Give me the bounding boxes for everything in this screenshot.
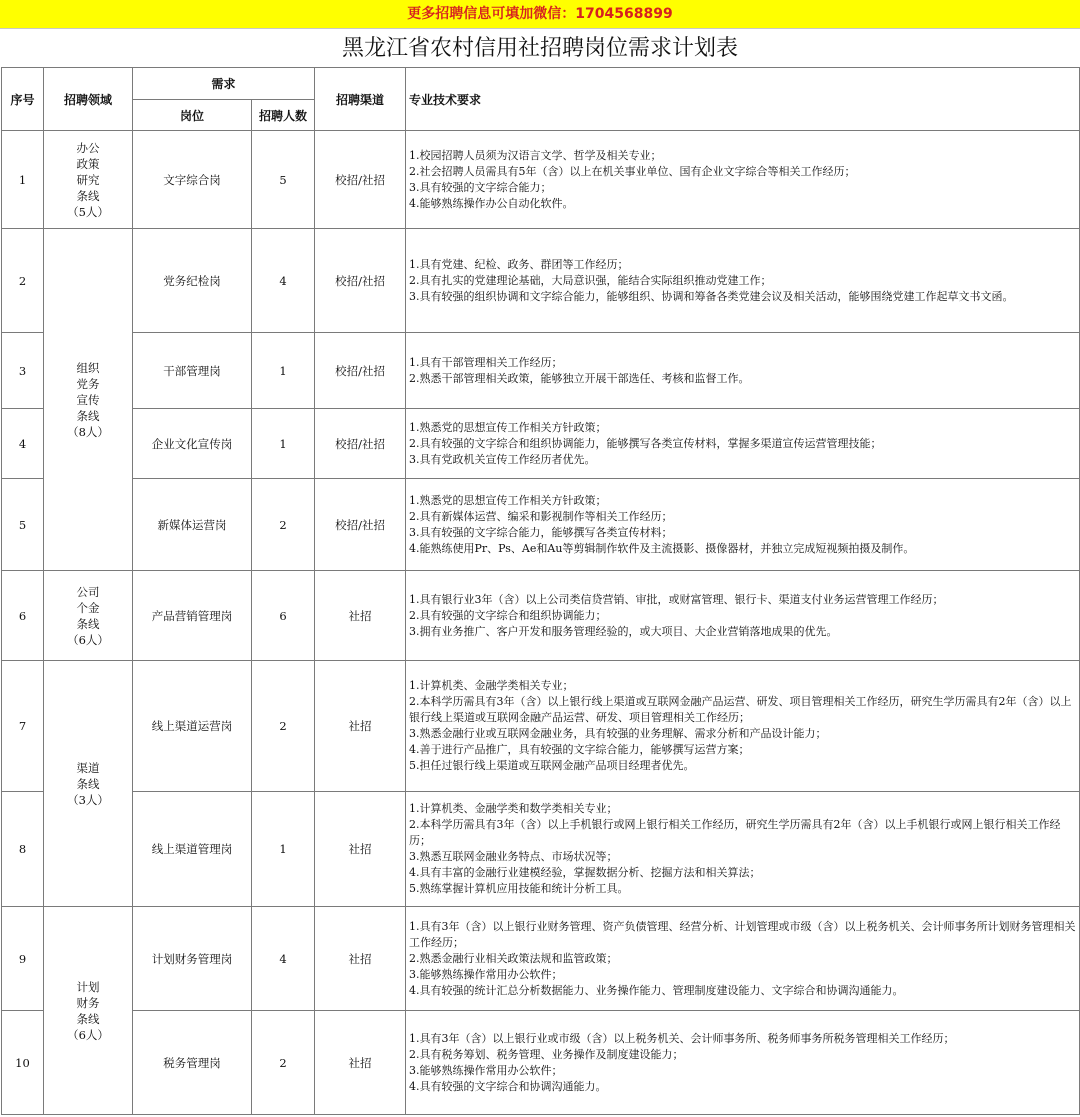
table-row — [2, 409, 1080, 479]
seq-cell: 4 — [2, 409, 44, 479]
area-line: 渠道 — [76, 760, 100, 775]
wechat-banner: 更多招聘信息可填加微信：17045688​99 — [0, 0, 1080, 29]
count-cell: 1 — [252, 409, 315, 479]
header-area: 招聘领域 — [44, 68, 133, 131]
requirement-line: 1.计算机类、金融学类相关专业； — [409, 679, 574, 692]
requirement-line: 2.具有扎实的党建理论基础，大局意识强，能结合实际组织推动党建工作； — [409, 273, 772, 287]
seq-cell: 6 — [2, 571, 44, 661]
channel-cell: 校招/社招 — [315, 409, 406, 479]
position-cell: 党务纪检岗 — [133, 229, 252, 333]
header-count: 招聘人数 — [252, 100, 315, 131]
requirement-line: 1.熟悉党的思想宣传工作相关方针政策； — [409, 420, 607, 434]
requirement-line: 1.计算机类、金融学类和数学类相关专业； — [409, 802, 618, 815]
requirement-line: 2.熟悉干部管理相关政策，能够独立开展干部选任、考核和监督工作。 — [409, 371, 750, 385]
requirement-line: 3.能够熟练操作常用办公软件； — [409, 1063, 563, 1077]
requirement-line: 2.具有较强的文字综合和组织协调能力； — [409, 608, 607, 622]
seq-cell: 3 — [2, 333, 44, 409]
count-cell: 4 — [252, 229, 315, 333]
channel-cell: 校招/社招 — [315, 479, 406, 571]
count-cell: 5 — [252, 131, 315, 229]
area-line: 公司 — [76, 584, 100, 599]
requirement-line: 2.本科学历需具有3年（含）以上手机银行或网上银行相关工作经历，研究生学历需具有2年（含）以上手机银行或网上银行相关工作经历； — [409, 818, 1061, 847]
requirements-cell — [406, 479, 1080, 571]
table-row — [2, 479, 1080, 571]
requirement-line: 2.具有较强的文字综合和组织协调能力，能够撰写各类宣传材料，掌握多渠道宣传运营管理技能； — [409, 436, 882, 450]
position-cell: 文字综合岗 — [133, 131, 252, 229]
area-line: 条线 — [76, 776, 100, 791]
requirement-line: 3.具有较强的文字综合能力； — [409, 180, 552, 194]
requirement-line: 1.具有党建、纪检、政务、群团等工作经历； — [409, 257, 629, 271]
channel-cell: 社招 — [315, 661, 406, 792]
requirement-line: 3.具有党政机关宣传工作经历者优先。 — [409, 452, 596, 466]
area-cell — [44, 571, 133, 661]
table-row — [2, 792, 1080, 907]
count-cell: 6 — [252, 571, 315, 661]
requirement-line: 2.熟悉金融行业相关政策法规和监管政策； — [409, 951, 618, 965]
table-row — [2, 131, 1080, 229]
channel-cell: 校招/社招 — [315, 333, 406, 409]
requirement-line: 3.拥有业务推广、客户开发和服务管理经验的，或大项目、大企业营销落地成果的优先。 — [409, 624, 838, 638]
header-seq: 序号 — [2, 68, 44, 131]
requirement-line: 5.担任过银行线上渠道或互联网金融产品项目经理者优先。 — [409, 759, 695, 772]
seq-cell: 8 — [2, 792, 44, 907]
area-line: 办公 — [76, 140, 100, 155]
requirement-line: 4.善于进行产品推广，具有较强的文字综合能力，能够撰写运营方案； — [409, 743, 750, 756]
count-cell: 4 — [252, 907, 315, 1011]
requirement-line: 3.熟悉金融行业或互联网金融业务，具有较强的业务理解、需求分析和产品设计能力； — [409, 727, 827, 740]
position-cell: 新媒体运营岗 — [133, 479, 252, 571]
requirement-line: 1.具有银行业3年（含）以上公司类信贷营销、审批，或财富管理、银行卡、渠道支付业务运营管理工作经历； — [409, 592, 944, 606]
table-row — [2, 229, 1080, 333]
area-line: （8人） — [67, 424, 109, 439]
requirement-line: 4.能熟练使用Pr、Ps、Ae和Au等剪辑制作软件及主流摄影、摄像器材，并独立完成短视频拍摄及制作。 — [409, 541, 915, 555]
area-line: 条线 — [76, 408, 100, 423]
area-line: 研究 — [76, 172, 100, 187]
requirement-line: 1.熟悉党的思想宣传工作相关方针政策； — [409, 493, 607, 507]
requirement-line: 5.熟练掌握计算机应用技能和统计分析工具。 — [409, 882, 629, 895]
header-channel: 招聘渠道 — [315, 68, 406, 131]
area-line: 个金 — [76, 600, 100, 615]
count-cell: 2 — [252, 479, 315, 571]
area-line: 政策 — [76, 156, 100, 171]
seq-cell: 1 — [2, 131, 44, 229]
requirements-cell — [406, 571, 1080, 661]
area-line: 宣传 — [76, 392, 100, 407]
requirements-cell — [406, 409, 1080, 479]
area-line: 计划 — [76, 979, 100, 994]
position-cell: 产品营销管理岗 — [133, 571, 252, 661]
requirements-cell — [406, 792, 1080, 907]
channel-cell: 社招 — [315, 792, 406, 907]
area-line: （3人） — [67, 792, 109, 807]
area-line: （6人） — [67, 1027, 109, 1042]
channel-cell: 校招/社招 — [315, 229, 406, 333]
table-row — [2, 661, 1080, 792]
requirements-cell — [406, 661, 1080, 792]
channel-cell: 社招 — [315, 571, 406, 661]
position-cell: 干部管理岗 — [133, 333, 252, 409]
page-title: 黑龙江省农村信用社招聘岗位需求计划表 — [341, 36, 738, 61]
requirement-line: 2.社会招聘人员需具有5年（含）以上在机关事业单位、国有企业文字综合等相关工作经历； — [409, 164, 856, 178]
position-cell: 线上渠道管理岗 — [133, 792, 252, 907]
channel-cell: 校招/社招 — [315, 131, 406, 229]
requirements-cell — [406, 1011, 1080, 1115]
requirement-line: 4.具有较强的统计汇总分析数据能力、业务操作能力、管理制度建设能力、文字综合和协调沟通能力。 — [409, 983, 904, 997]
position-cell: 计划财务管理岗 — [133, 907, 252, 1011]
area-line: 条线 — [76, 616, 100, 631]
channel-cell: 社招 — [315, 907, 406, 1011]
seq-cell: 5 — [2, 479, 44, 571]
seq-cell: 10 — [2, 1011, 44, 1115]
requirement-line: 2.本科学历需具有3年（含）以上银行线上渠道或互联网金融产品运营、研发、项目管理相关工作经历，研究生学历需具有2年（含）以上银行线上渠道或互联网金融产品运营、研发、项目管理相关工作经历； — [409, 695, 1072, 724]
recruitment-table — [1, 67, 1080, 1115]
requirement-line: 1.具有3年（含）以上银行业或市级（含）以上税务机关、会计师事务所、税务师事务所税务管理相关工作经历； — [409, 1031, 955, 1045]
area-line: （6人） — [67, 632, 109, 647]
area-line: （5人） — [67, 204, 109, 219]
area-cell — [44, 907, 133, 1115]
requirement-line: 3.具有较强的组织协调和文字综合能力，能够组织、协调和筹备各类党建会议及相关活动，能够围绕党建工作起草文书文函。 — [409, 289, 1014, 303]
table-row — [2, 1011, 1080, 1115]
requirement-line: 2.具有税务筹划、税务管理、业务操作及制度建设能力； — [409, 1047, 684, 1061]
table-row — [2, 907, 1080, 1011]
requirement-line: 2.具有新媒体运营、编采和影视制作等相关工作经历； — [409, 509, 673, 523]
requirement-line: 3.熟悉互联网金融业务特点、市场状况等； — [409, 850, 618, 863]
area-line: 财务 — [76, 995, 100, 1010]
seq-cell: 7 — [2, 661, 44, 792]
count-cell: 2 — [252, 1011, 315, 1115]
table-row — [2, 571, 1080, 661]
requirement-line: 4.具有较强的文字综合和协调沟通能力。 — [409, 1079, 607, 1093]
area-cell — [44, 229, 133, 571]
requirement-line: 1.校园招聘人员须为汉语言文学、哲学及相关专业； — [409, 148, 662, 162]
table-row — [2, 333, 1080, 409]
position-cell: 税务管理岗 — [133, 1011, 252, 1115]
requirement-line: 3.具有较强的文字综合能力，能够撰写各类宣传材料； — [409, 525, 673, 539]
requirements-cell — [406, 229, 1080, 333]
header-position: 岗位 — [133, 100, 252, 131]
requirement-line: 3.能够熟练操作常用办公软件； — [409, 967, 563, 981]
count-cell: 2 — [252, 661, 315, 792]
header-requirements: 专业技术要求 — [406, 68, 1080, 131]
area-cell — [44, 661, 133, 907]
requirements-cell — [406, 333, 1080, 409]
header-demand: 需求 — [133, 68, 315, 100]
seq-cell: 9 — [2, 907, 44, 1011]
channel-cell: 社招 — [315, 1011, 406, 1115]
area-line: 组织 — [76, 360, 100, 375]
requirement-line: 4.具有丰富的金融行业建模经验，掌握数据分析、挖掘方法和相关算法； — [409, 866, 761, 879]
area-line: 条线 — [76, 188, 100, 203]
position-cell: 企业文化宣传岗 — [133, 409, 252, 479]
area-line: 条线 — [76, 1011, 100, 1026]
requirements-cell — [406, 907, 1080, 1011]
requirement-line: 4.能够熟练操作办公自动化软件。 — [409, 196, 574, 210]
requirements-cell — [406, 131, 1080, 229]
position-cell: 线上渠道运营岗 — [133, 661, 252, 792]
count-cell: 1 — [252, 792, 315, 907]
area-cell — [44, 131, 133, 229]
requirement-line: 1.具有3年（含）以上银行业财务管理、资产负债管理、经营分析、计划管理或市级（含）以上税务机关、会计师事务所计划财务管理相关工作经历； — [409, 919, 1076, 949]
requirement-line: 1.具有干部管理相关工作经历； — [409, 355, 563, 369]
count-cell: 1 — [252, 333, 315, 409]
area-line: 党务 — [76, 376, 100, 391]
seq-cell: 2 — [2, 229, 44, 333]
